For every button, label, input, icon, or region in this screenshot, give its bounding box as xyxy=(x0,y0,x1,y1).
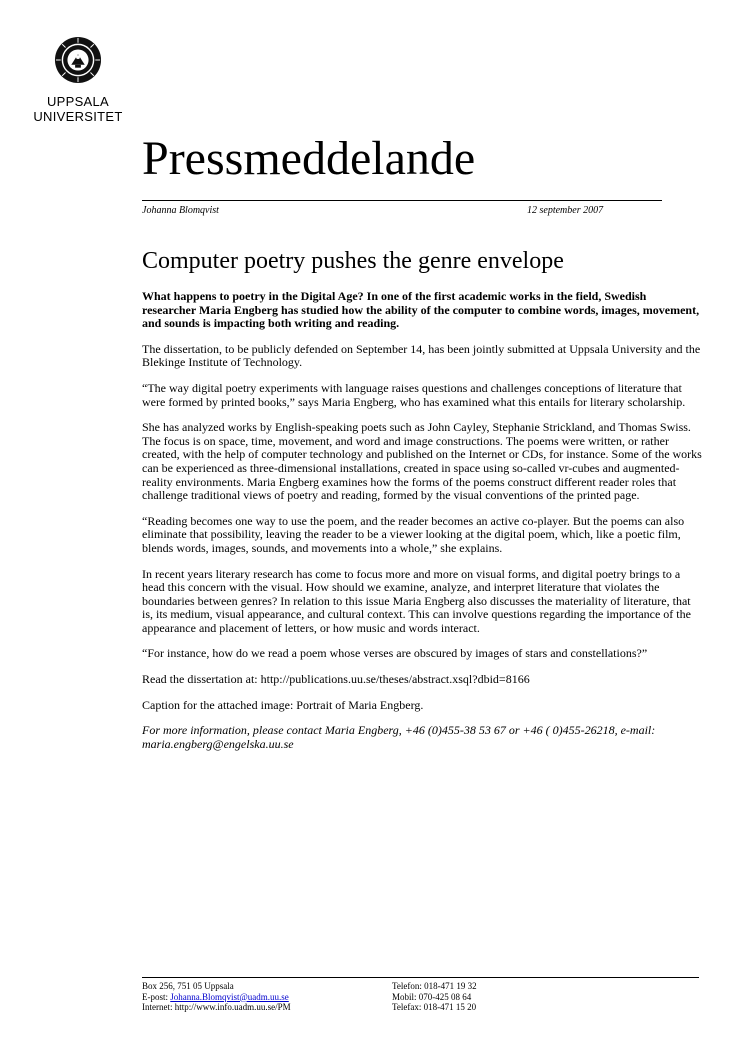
footer-telefon: Telefon: 018-471 19 32 xyxy=(392,981,477,991)
release-date: 12 september 2007 xyxy=(527,205,604,216)
footer-phone-block xyxy=(392,981,477,1013)
footer-email-label: E-post: xyxy=(142,991,171,1002)
caption-paragraph: Caption for the attached image: Portrait of Maria Engberg. xyxy=(142,697,424,712)
lead-paragraph: What happens to poetry in the Digital Age? In one of the first academic works in the field, Swedish researcher Maria Engberg has studied how the ability of the computer to combine words, images, movement, and sounds is impacting both writing and reading. xyxy=(142,289,700,331)
footer-mobil: Mobil: 070-425 08 64 xyxy=(392,991,472,1002)
page-title: Pressmeddelande xyxy=(142,132,476,185)
contact-paragraph: For more information, please contact Maria Engberg, +46 (0)455-38 53 67 or +46 ( 0)455-26218, e-mail: maria.engberg@engelska.uu.se xyxy=(142,723,656,751)
university-name-line1: UPPSALA xyxy=(46,94,110,109)
footer-email-link[interactable]: Johanna.Blomqvist@uadm.uu.se xyxy=(170,991,289,1002)
author-name: Johanna Blomqvist xyxy=(142,205,219,216)
body-paragraph: The dissertation, to be publicly defended on September 14, has been jointly submitted at Uppsala University and the Blekinge Institute of Technology. xyxy=(142,341,701,370)
university-seal-icon xyxy=(54,36,102,84)
header-divider xyxy=(142,200,662,201)
article-body xyxy=(142,290,702,763)
body-paragraph: In recent years literary research has come to focus more and more on visual forms, and digital poetry brings to a head this concern with the visual. How should we examine, analyze, and interpret literature that violates the boundaries between genres? In relation to this issue Maria Engberg also discusses the materiality of literature, that is, its medium, visual appearance, and cultural context. This can involve questions regarding the importance of the appearance and placement of letters, or how music and words interact. xyxy=(142,566,691,635)
university-name-line2: UNIVERSITET xyxy=(33,109,123,124)
footer-address: Box 256, 751 05 Uppsala xyxy=(142,981,234,991)
body-paragraph: “The way digital poetry experiments with language raises questions and challenges conceptions of literature that were formed by printed books,” says Maria Engberg, who has examined what this entails for literary scholarship. xyxy=(142,380,686,409)
body-paragraph: “Reading becomes one way to use the poem, and the reader becomes an active co-player. But the poems can also eliminate that possibility, leaving the reader to be a viewer looking at the digital poem, which, like a poetic film, blends words, images, sounds, and movements into a whole,” she explains. xyxy=(142,513,685,555)
footer-internet: Internet: http://www.info.uadm.uu.se/PM xyxy=(142,1002,291,1012)
body-paragraph: She has analyzed works by English-speaking poets such as John Cayley, Stephanie Strickland, and Thomas Swiss. The focus is on space, time, movement, and word and image constructions. The poems were written, or rather created, with the help of computer technology and published on the Internet or CDs, for instance. Some of the works can be experienced as three-dimensional installations, created in space using so-called vr-cubes and augmented-reality environments. Maria Engberg examines how the forms of the poems construct different reader roles that challenge traditional views of poetry and reading, formed by the visual conventions of the printed page. xyxy=(142,420,702,503)
footer-address-block xyxy=(142,981,291,1013)
university-logo xyxy=(28,36,128,124)
footer-divider xyxy=(142,977,699,978)
dissertation-link-paragraph: Read the dissertation at: http://publications.uu.se/theses/abstract.xsql?dbid=8166 xyxy=(142,672,530,687)
footer-email-line xyxy=(142,992,291,1003)
body-paragraph: “For instance, how do we read a poem whose verses are obscured by images of stars and constellations?” xyxy=(142,646,648,661)
article-headline: Computer poetry pushes the genre envelope xyxy=(142,248,564,274)
footer-telefax: Telefax: 018-471 15 20 xyxy=(392,1002,477,1012)
